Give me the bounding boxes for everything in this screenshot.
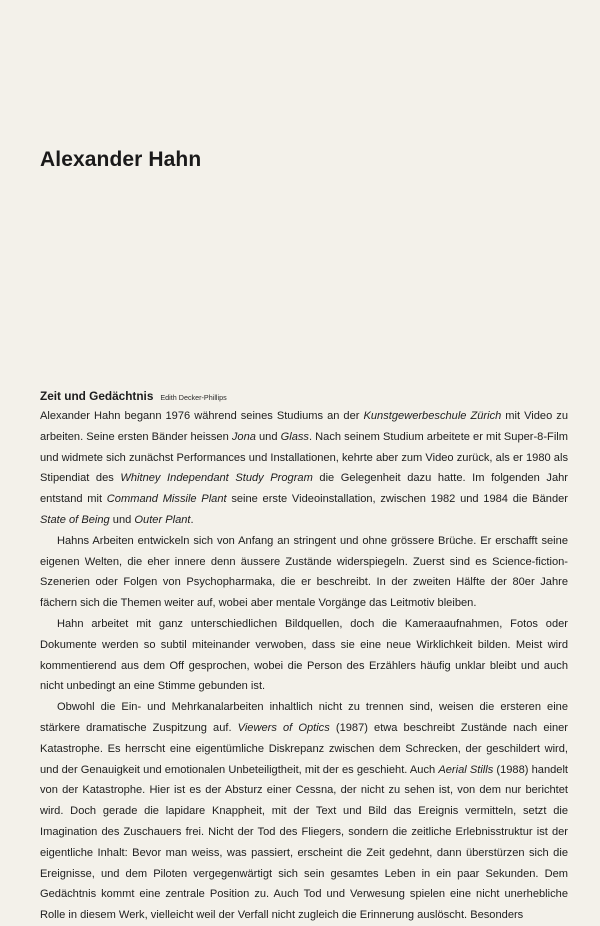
essay-heading-row (40, 385, 568, 406)
work-title: Aerial Stills (438, 763, 494, 776)
essay-section (40, 385, 568, 922)
text-segment: Hahn arbeitet mit ganz unterschiedlichen Bildquellen, doch die Kameraaufnahmen, Fotos oder Dokumente werden so subtil miteinander verwoben, dass sie eine neue Wirklichkeit bilden. Meist wird kommentierend aus dem Off gesprochen, wobei die Person des Erzählers häufig unklar bleibt und auch nicht unbedingt an eine Stimme gebunden ist. (40, 617, 568, 693)
text-segment: mit Video zu arbeiten. Seine ersten Bänder heissen (40, 410, 568, 443)
text-segment: seine erste Videoinstallation, zwischen 1982 und 1984 die Bänder (226, 493, 568, 506)
text-segment: die Gelegenheit dazu hatte. Im folgenden Jahr entstand mit (40, 472, 568, 506)
essay-paragraph (40, 614, 568, 697)
text-segment: Hahns Arbeiten entwickeln sich von Anfang an stringent und ohne grössere Brüche. Er erschafft seine eigenen Welten, die eher innere denn äussere Zustände widerspiegeln. Zuerst sind es Science-fiction-Szenerien oder Folgen von Psychopharmaka, die er beschreibt. In der zweiten Hälfte der 80er Jahre fächern sich die Themen weiter auf, wobei aber mentale Vorgänge das Leitmotiv bleiben. (40, 534, 568, 610)
text-segment: (1987) etwa beschreibt Zustände nach einer Katastrophe. Es herrscht eine eigentümliche Diskrepanz zwischen dem Schrecken, der geschildert wird, und der Genauigkeit und emotionalen Unbeteiligtheit, mit der es geschieht. Auch (40, 721, 568, 776)
work-title: Kunstgewerbeschule Zürich (363, 410, 502, 422)
text-segment: . (190, 513, 194, 526)
work-title: Outer Plant (134, 513, 191, 526)
text-segment: . Nach seinem Studium arbeitete er mit Super-8-Film und widmete sich zunächst Performances und Installationen, kehrte aber zum Video zurück, als er 1980 als Stipendiat des (40, 430, 568, 485)
essay-paragraph (40, 697, 568, 922)
essay-paragraph (40, 406, 568, 531)
work-title: Jona (231, 430, 256, 443)
text-segment: Obwohl die Ein- und Mehrkanalarbeiten inhaltlich nicht zu trennen sind, weisen die ersteren eine stärkere dramatische Zuspitzung auf. (40, 701, 568, 734)
text-segment: und (255, 430, 281, 443)
work-title: Whitney Independant Study Program (120, 472, 313, 485)
work-title: Command Missile Plant (106, 493, 227, 506)
text-segment: (1988) handelt von der Katastrophe. Hier ist es der Absturz einer Cessna, der nicht zu sehen ist, von dem nur berichtet wird. Doch gerade die lapidare Knappheit, mit der Text und Bild das Ereignis vermitteln, setzt die Imagination des Zuschauers frei. Nicht der Tod des Fliegers, sondern die zeitliche Erlebnisstruktur ist der eigentliche Inhalt: Bevor man weiss, was passiert, erscheint die Zeit gedehnt, dann überstürzen sich die Ereignisse, und dem Piloten vergegenwärtigt sich sein gesamtes Leben in ein paar Sekunden. Dem Gedächtnis kommt eine zentrale Position zu. Auch Tod und Verwesung spielen eine nicht unerhebliche Rolle in diesem Werk, vielleicht weil der Verfall nicht zugleich die Erinnerung auslöscht. Besonders (40, 763, 568, 922)
essay-paragraph (40, 531, 568, 614)
text-segment: Alexander Hahn begann 1976 während seines Studiums an der (40, 410, 364, 422)
page-title: Alexander Hahn (40, 148, 202, 171)
author-name: Edith Decker-Phillips (160, 393, 227, 402)
work-title: Glass (280, 430, 309, 443)
work-title: Viewers of Optics (237, 721, 330, 734)
section-heading: Zeit und Gedächtnis (40, 389, 154, 403)
text-segment: und (109, 513, 135, 526)
work-title: State of Being (40, 513, 110, 526)
essay-body (40, 406, 568, 922)
